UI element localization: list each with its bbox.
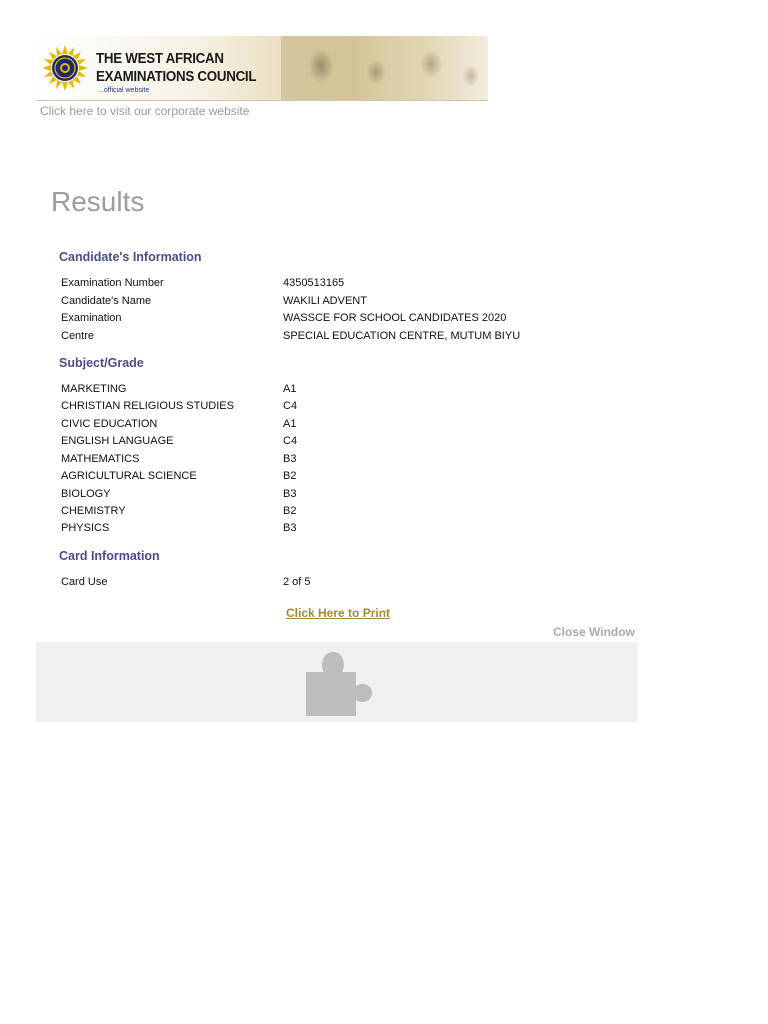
candidate-info-row (61, 312, 581, 329)
candidate-info-title: Candidate's Information (59, 250, 202, 264)
subject-name: PHYSICS (61, 522, 110, 534)
subject-name: ENGLISH LANGUAGE (61, 435, 174, 447)
row-label: Card Use (61, 576, 108, 588)
row-value: SPECIAL EDUCATION CENTRE, MUTUM BIYU (283, 330, 521, 342)
banner-photo (281, 36, 488, 100)
print-link[interactable]: Click Here to Print (286, 606, 391, 620)
subject-grade-row (61, 522, 581, 539)
close-window-link[interactable]: Close Window (553, 625, 635, 639)
subject-grade-row (61, 470, 581, 487)
subject-grade: B3 (283, 453, 297, 465)
banner-title (96, 50, 256, 86)
subject-grade-row (61, 383, 581, 400)
row-value: WAKILI ADVENT (283, 295, 367, 307)
row-value: 4350513165 (283, 277, 345, 289)
banner-title-line2: EXAMINATIONS COUNCIL (96, 69, 257, 85)
subject-name: CHRISTIAN RELIGIOUS STUDIES (61, 400, 234, 412)
subject-name: CHEMISTRY (61, 505, 126, 517)
row-value: 2 of 5 (283, 576, 311, 588)
subject-grade: B3 (283, 522, 297, 534)
corporate-website-link[interactable]: Click here to visit our corporate website (40, 104, 250, 118)
row-label: Candidate's Name (61, 295, 152, 307)
row-label: Examination Number (61, 277, 164, 289)
banner-subtitle: ...official website (98, 87, 150, 94)
subject-name: BIOLOGY (61, 488, 111, 500)
subject-grade-row (61, 435, 581, 452)
subject-grade: A1 (283, 418, 297, 430)
row-value: WASSCE FOR SCHOOL CANDIDATES 2020 (283, 312, 507, 324)
subject-name: CIVIC EDUCATION (61, 418, 158, 430)
subject-grade-row (61, 418, 581, 435)
card-info-row (61, 576, 581, 593)
subject-grade-title: Subject/Grade (59, 356, 144, 370)
subject-name: MARKETING (61, 383, 127, 395)
candidate-info-row (61, 295, 581, 312)
subject-grade: C4 (283, 400, 298, 412)
subject-grade: C4 (283, 435, 298, 447)
row-label: Centre (61, 330, 95, 342)
subject-grade-row (61, 505, 581, 522)
plugin-placeholder[interactable] (36, 642, 638, 722)
subject-grade: B2 (283, 470, 297, 482)
subject-grade: B3 (283, 488, 297, 500)
subject-grade-row (61, 400, 581, 417)
subject-name: MATHEMATICS (61, 453, 140, 465)
row-label: Examination (61, 312, 122, 324)
page-title: Results (51, 186, 145, 217)
card-info-title: Card Information (59, 549, 160, 563)
candidate-info-row (61, 277, 581, 294)
subject-grade: B2 (283, 505, 297, 517)
subject-grade-row (61, 453, 581, 470)
subject-grade: A1 (283, 383, 297, 395)
banner-title-line1: THE WEST AFRICAN (96, 51, 224, 67)
candidate-info-row (61, 330, 581, 347)
subject-name: AGRICULTURAL SCIENCE (61, 470, 197, 482)
waec-banner[interactable] (36, 36, 488, 101)
subject-grade-row (61, 488, 581, 505)
puzzle-piece-icon (304, 646, 374, 718)
waec-seal-logo (42, 44, 88, 92)
